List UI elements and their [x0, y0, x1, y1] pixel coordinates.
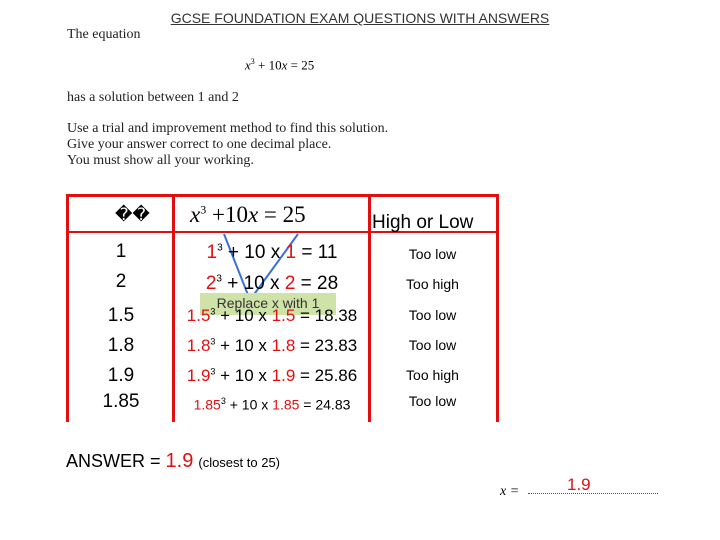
question-intro: The equation — [67, 27, 141, 42]
table-row-6-result: Too low — [408, 393, 457, 409]
instruction-working: You must show all your working. — [67, 153, 254, 168]
question-equation: $x^3 + 10x = 25$ — [245, 57, 315, 73]
table-row-3-result: Too low — [408, 307, 457, 323]
annotation-text: Replace x with 1 — [216, 295, 320, 311]
final-answer-label: x = — [500, 484, 520, 499]
final-answer-dotted-line — [528, 493, 658, 494]
table-row-1-result: Too low — [408, 246, 457, 262]
header-high-or-low: High or Low — [372, 212, 474, 233]
page-title: GCSE FOUNDATION EXAM QUESTIONS WITH ANSWERS — [170, 10, 550, 26]
question-range: has a solution between 1 and 2 — [67, 90, 239, 105]
table-row-1-eq: $1^3 + 10$ x 1 = 11 — [206, 242, 338, 263]
table-row-4-x: 1.8 — [107, 335, 135, 356]
table-row-3-x: 1.5 — [107, 305, 135, 326]
header-equation: $x^3 +10x = 25$ — [190, 202, 306, 227]
table-row-6-eq: $1.85^3 + 10$ x 1.85 = 24.83 — [193, 396, 351, 413]
table-row-2-x: 2 — [115, 271, 127, 292]
answer-line: ANSWER = 1.9 (closest to 25) — [66, 450, 281, 472]
table-row-1-x: 1 — [115, 241, 127, 262]
table-row-2-eq: $2^3 + 10$ x 2 = 28 — [205, 273, 339, 294]
table-row-3-eq: $1.5^3 + 10$ x 1.5 = 18.38 — [186, 306, 358, 325]
table-row-5-x: 1.9 — [107, 365, 135, 386]
table-row-2-result: Too high — [406, 276, 459, 292]
instruction-precision: Give your answer correct to one decimal place. — [67, 137, 332, 152]
table-row-4-eq: $1.8^3 + 10$ x 1.8 = 23.83 — [186, 336, 358, 355]
table-row-5-eq: $1.9^3 + 10$ x 1.9 = 25.86 — [186, 366, 358, 385]
final-answer-value: 1.9 — [567, 475, 591, 494]
table-row-6-x: 1.85 — [102, 391, 140, 412]
header-x-glyphs: �� — [115, 205, 150, 224]
table-row-5-result: Too high — [406, 367, 459, 383]
table-row-4-result: Too low — [408, 337, 457, 353]
instruction-method: Use a trial and improvement method to find this solution. — [67, 121, 389, 136]
